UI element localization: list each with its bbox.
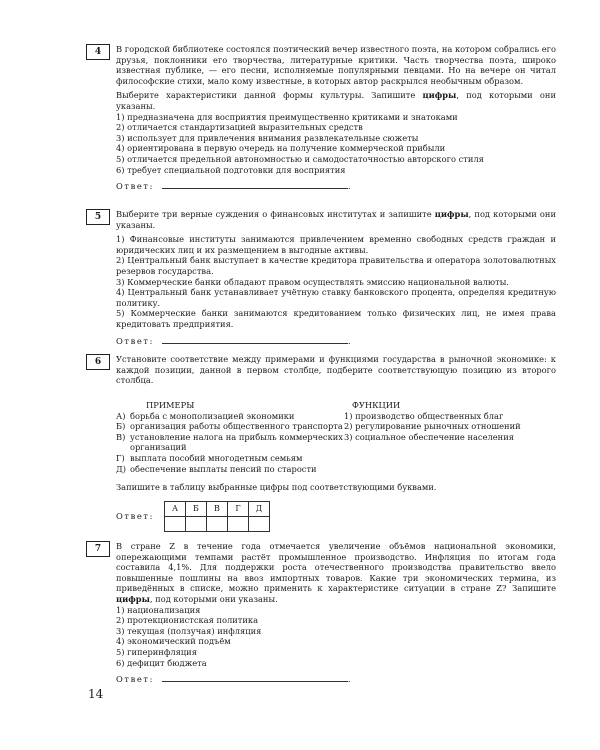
option: 1) Финансовые институты занимаются привлечением временно свободных средств граждан и юридических лиц и их размещением в выгодные активы.	[116, 234, 556, 255]
option: 5) Коммерческие банки занимаются кредитованием только физических лиц, не имея права кредитовать предприятия.	[116, 308, 556, 329]
answer-cell[interactable]	[227, 516, 248, 531]
example-item: В) установление налога на прибыль коммерческих организаций	[116, 431, 343, 453]
option: 6) дефицит бюджета	[116, 657, 207, 668]
task-question: Выберите характеристики данной формы культуры. Запишите цифры, под которыми они указаны.	[116, 90, 556, 111]
option: 3) текущая (ползучая) инфляция	[116, 625, 262, 636]
answer-label: Ответ:	[116, 335, 154, 346]
answer-grid-row	[116, 501, 556, 532]
task-number: 4	[86, 44, 110, 60]
answer-label: Ответ:	[116, 511, 154, 522]
answer-table	[164, 501, 270, 532]
option: 2) протекционистская политика	[116, 615, 259, 626]
letter-cell: А	[164, 501, 185, 516]
answer-field[interactable]	[162, 335, 348, 344]
answer-field[interactable]	[162, 673, 348, 682]
task-intro: В городской библиотеке состоялся поэтический вечер известного поэта, на котором собрались его друзья, поклонники его творчества, литературные критики. Часть творчества поэта, широко известная публике, — его песни, исполняемые популярными певцами. Но на вечере он читал философские стихи, мало кому известные, в которых автор раскрылся необычным образом.	[116, 44, 556, 86]
answer-cell[interactable]	[185, 516, 206, 531]
answer-cell[interactable]	[164, 516, 185, 531]
option: 2) отличается стандартизацией выразительных средств	[116, 122, 363, 133]
functions-column	[344, 392, 556, 474]
examples-header: ПРИМЕРЫ	[146, 400, 195, 411]
option: 4) ориентирована в первую очередь на получение коммерческой прибыли	[116, 143, 446, 154]
function-item: 3) социальное обеспечение населения	[344, 431, 514, 442]
task-7	[86, 541, 556, 685]
answer-cell[interactable]	[206, 516, 227, 531]
task-intro: Установите соответствие между примерами и функциями государства в рыночной экономике: к каждой позиции, данной в первом столбце, подберите соответствующую позицию из второго столбца.	[116, 354, 556, 386]
answer-field[interactable]	[162, 180, 348, 189]
task-5	[86, 209, 556, 346]
task-number: 6	[86, 354, 110, 370]
option: 5) гиперинфляция	[116, 646, 197, 657]
option: 6) требует специальной подготовки для восприятия	[116, 164, 346, 175]
page-number: 14	[88, 687, 104, 701]
example-item: Д) обеспечение выплаты пенсий по старости	[116, 463, 317, 474]
task-6	[86, 354, 556, 532]
answer-row: Ответ: .	[116, 335, 351, 346]
function-item: 1) производство общественных благ	[344, 410, 504, 421]
answer-row: Ответ: .	[116, 181, 351, 192]
letter-cell: В	[206, 501, 227, 516]
example-item: Г) выплата пособий многодетным семьям	[116, 453, 303, 464]
answer-cell[interactable]	[248, 516, 269, 531]
letter-cell: Г	[227, 501, 248, 516]
task-4	[86, 44, 556, 192]
function-item: 2) регулирование рыночных отношений	[344, 421, 521, 432]
task-number: 7	[86, 541, 110, 557]
task-intro: В стране Z в течение года отмечается увеличение объёмов национальной экономики, опережающими темпами растёт промышленное производство. Инфляция по итогам года составила 4,1%. Для поддержки роста отечественного производства правительство ввело повышенные пошлины на ввоз импортных товаров. Какие три экономических термина, из приведённых в списке, можно применить к характеристике ситуации в стране Z? Запишите цифры, под которыми они указаны.	[116, 541, 556, 604]
answer-label: Ответ:	[116, 181, 154, 192]
example-item: А) борьба с монополизацией экономики	[116, 410, 295, 421]
option: 2) Центральный банк выступает в качестве кредитора правительства и оператора золотовалютных резервов государства.	[116, 255, 556, 276]
option: 4) экономический подъём	[116, 636, 231, 647]
table-instruction: Запишите в таблицу выбранные цифры под соответствующими буквами.	[116, 482, 437, 493]
answer-label: Ответ:	[116, 674, 154, 685]
task-number: 5	[86, 209, 110, 225]
option: 3) использует для привлечения внимания развлекательные сюжеты	[116, 132, 419, 143]
examples-column	[116, 392, 344, 474]
option: 5) отличается предельной автономностью и самодостаточностью авторского стиля	[116, 153, 484, 164]
functions-header: ФУНКЦИИ	[352, 400, 401, 411]
option: 1) национализация	[116, 604, 201, 615]
option: 1) предназначена для восприятия преимущественно критиками и знатоками	[116, 111, 458, 122]
task-question: Выберите три верные суждения о финансовых институтах и запишите цифры, под которыми они указаны.	[116, 209, 556, 230]
option: 4) Центральный банк устанавливает учётную ставку банковского процента, определяя кредитную политику.	[116, 287, 556, 308]
letter-cell: Д	[248, 501, 269, 516]
letter-cell: Б	[185, 501, 206, 516]
answer-row: Ответ: .	[116, 674, 351, 685]
option: 3) Коммерческие банки обладают правом осуществлять эмиссию национальной валюты.	[116, 276, 509, 287]
example-item: Б) организация работы общественного транспорта	[116, 421, 343, 432]
